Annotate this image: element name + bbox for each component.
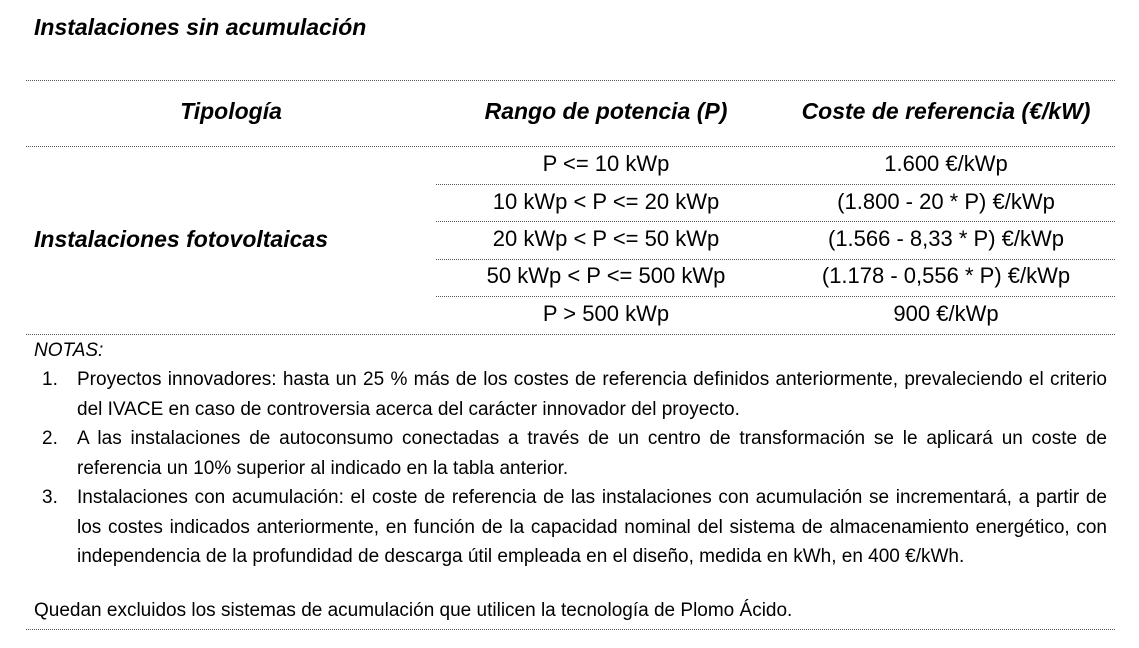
section-title: Instalaciones sin acumulación bbox=[34, 14, 367, 40]
notes-title: NOTAS: bbox=[34, 340, 104, 361]
footer-note: Quedan excluidos los sistemas de acumulación que utilicen la tecnología de Plomo Ácido. bbox=[34, 600, 793, 621]
note-number: 2. bbox=[42, 428, 58, 449]
note-text: Proyectos innovadores: hasta un 25 % más de los costes de referencia definidos anteriormente, prevaleciendo el criterio del IVACE en caso de controversia acerca del carácter innovador del proyecto. bbox=[77, 369, 1107, 420]
note-item bbox=[42, 365, 1107, 424]
header-bottom-rule bbox=[26, 146, 1115, 147]
row-cost: (1.566 - 8,33 * P) €/kWp bbox=[828, 226, 1064, 251]
table-top-rule bbox=[26, 80, 1115, 81]
row-range: P > 500 kWp bbox=[542, 301, 670, 326]
row-range: P <= 10 kWp bbox=[542, 151, 670, 176]
row-divider bbox=[436, 221, 1115, 222]
note-number: 3. bbox=[42, 487, 58, 508]
row-cost: 900 €/kWp bbox=[893, 301, 999, 326]
note-text: A las instalaciones de autoconsumo conectadas a través de un centro de transformación se le aplicará un coste de referencia un 10% superior al indicado en la tabla anterior. bbox=[77, 428, 1107, 479]
row-range: 20 kWp < P <= 50 kWp bbox=[492, 226, 720, 251]
note-item bbox=[42, 424, 1107, 483]
row-divider bbox=[436, 296, 1115, 297]
row-cost: 1.600 €/kWp bbox=[884, 151, 1008, 176]
row-range: 10 kWp < P <= 20 kWp bbox=[492, 189, 720, 214]
header-power-range: Rango de potencia (P) bbox=[484, 98, 728, 124]
note-text: Instalaciones con acumulación: el coste de referencia de las instalaciones con acumulación se incrementará, a partir de los costes indicados anteriormente, en función de la capacidad nominal del sistema de almacenamiento energético, con independencia de la profundidad de descarga útil empleada en el diseño, medida en kWh, en 400 €/kWh. bbox=[77, 487, 1107, 567]
row-range: 50 kWp < P <= 500 kWp bbox=[486, 263, 726, 288]
row-cost: (1.800 - 20 * P) €/kWp bbox=[837, 189, 1055, 214]
footer-rule bbox=[26, 629, 1115, 630]
typology-label: Instalaciones fotovoltaicas bbox=[34, 226, 328, 252]
row-cost: (1.178 - 0,556 * P) €/kWp bbox=[821, 263, 1071, 288]
table-bottom-rule bbox=[26, 334, 1115, 335]
row-divider bbox=[436, 184, 1115, 185]
row-divider bbox=[436, 259, 1115, 260]
note-item bbox=[42, 483, 1107, 572]
header-typology: Tipología bbox=[180, 98, 282, 124]
header-reference-cost: Coste de referencia (€/kW) bbox=[801, 98, 1091, 124]
note-number: 1. bbox=[42, 369, 58, 390]
